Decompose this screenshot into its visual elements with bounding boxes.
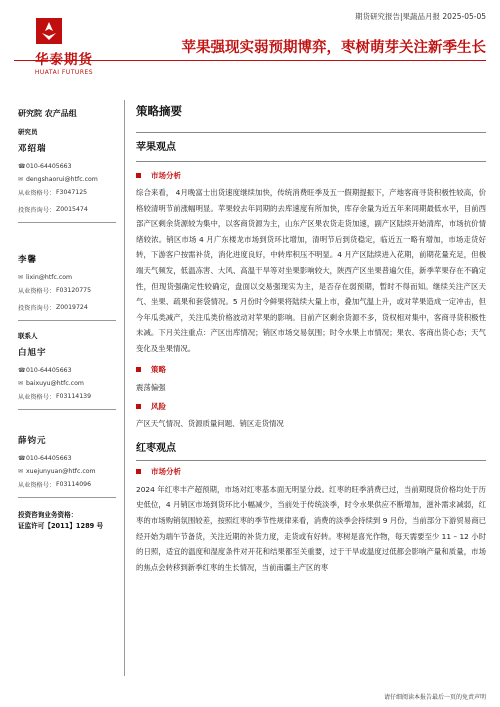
contact-name: 薛钧元 <box>18 436 47 446</box>
square-bullet-icon <box>136 469 141 474</box>
subsection-rule <box>136 161 486 162</box>
sidebar-divider <box>18 497 116 498</box>
license-label: 投资咨询业务资格： <box>18 511 78 519</box>
main-content <box>136 100 486 575</box>
author-cert: 从业资格号： F03120775 <box>18 287 92 295</box>
contact-phone: ☎ 010-64405663 <box>18 367 72 374</box>
square-bullet-icon <box>136 173 141 178</box>
report-type-date: 期货研究报告|果蔬品月报 2025-05-05 <box>355 12 486 21</box>
apple-market-analysis-heading: 市场分析 <box>136 168 486 182</box>
contact-cert: 从业资格号： F03114096 <box>18 481 92 489</box>
square-bullet-icon <box>136 367 141 372</box>
contact-name: 白旭宇 <box>18 348 47 358</box>
author-cert: 从业资格号： F3047125 <box>18 189 88 197</box>
square-bullet-icon <box>136 404 141 409</box>
column-divider <box>124 100 125 676</box>
author-advisor-number: 投资咨询号： Z0019724 <box>18 304 88 312</box>
contact-label: 联系人 <box>18 332 38 340</box>
contact-email[interactable]: ✉ baixuyu@htfc.com <box>18 380 84 387</box>
disclaimer-note: 请仔细阅读本报告最后一页的免责声明 <box>383 694 486 701</box>
logo-chinese-name: 华泰期货 <box>35 52 93 68</box>
email-icon: ✉ <box>18 380 24 387</box>
report-header <box>0 0 500 100</box>
apple-strategy-text: 震荡偏强 <box>136 382 166 392</box>
author-name: 邓绍瑞 <box>18 144 47 154</box>
license-number: 证监许可【2011】1289 号 <box>18 522 104 530</box>
sidebar-divider <box>18 320 116 321</box>
contact-phone: ☎ 010-64405663 <box>18 455 72 462</box>
logo-english-name: HUATAI FUTURES <box>34 69 94 76</box>
section-rule <box>136 132 486 133</box>
author-email[interactable]: ✉ lixin@htfc.com <box>18 274 73 281</box>
contact-email[interactable]: ✉ xuejunyuan@htfc.com <box>18 468 96 475</box>
phone-icon: ☎ <box>18 367 26 374</box>
email-icon: ✉ <box>18 468 24 475</box>
author-sidebar <box>18 108 116 532</box>
section-title: 策略摘要 <box>136 104 182 118</box>
contact-cert: 从业资格号： F03114139 <box>18 393 92 401</box>
phone-icon: ☎ <box>18 163 26 170</box>
sidebar-divider <box>18 409 116 410</box>
phone-icon: ☎ <box>18 455 26 462</box>
company-logo <box>14 18 114 76</box>
report-title: 苹果强现实弱预期博弈，枣树萌芽关注新季生长 <box>181 40 486 56</box>
apple-view-title: 苹果观点 <box>136 142 176 153</box>
apple-risk-heading: 风险 <box>136 399 486 413</box>
author-email[interactable]: ✉ dengshaorui@htfc.com <box>18 176 98 183</box>
huatai-logo-icon <box>36 18 62 44</box>
header-divider <box>14 60 486 61</box>
apple-market-analysis-text: 综合来看， 4月晚富士出货速度继续加快，传统消费旺季及五一假期提振下，产地客商寻货积极性较高，价格较清明节前涨幅明显。苹果较去年同期的去库速度有所加快，库存余量为近五年来同期最低水平，目前西部产区剩余货源较为集中，以客商货源为主，山东产区果农货走货加速，副产区陆续开始清库，市场抗价情绪较浓。销区市场 4 月广东楼龙市场到货环比增加，清明节后到货稳定，临近五一略有增加，市场走货好转，下游客户按需补货，消化进度良好，中转库积压不明显。4 月产区陆续进入花期，前期花量充足，但极端天气频发，低温冻害、大风、高温干旱等对坐果影响较大，陕西产区坐果普遍欠佳，新季苹果存在不确定性，但现货强确定性较确定，盘面以交易强现实为主，是否存在弱预期，暂时不得而知。继续关注产区天气、坐果、疏果和套袋情况。5 月份时令鲜果将陆续大量上市，叠加气温上升，或对苹果造成一定冲击，但今年瓜类减产，关注瓜类价格波动对苹果的影响。目前产区剩余货源不多，货权相对集中，客商寻货积极性未减。下月关注重点：产区出库情况；销区市场交易氛围；时令水果上市情况；果农、客商出货心态；天气变化及坐果情况。 <box>136 188 486 353</box>
author-phone: ☎ 010-64405663 <box>18 163 72 170</box>
apple-risk-text: 产区天气情况、货源质量问题、销区走货情况 <box>136 419 284 429</box>
research-group: 研究院 农产品组 <box>18 109 77 118</box>
jujube-market-analysis-heading: 市场分析 <box>136 465 486 479</box>
researcher-label: 研究员 <box>18 128 38 136</box>
sidebar-divider <box>18 222 116 223</box>
subsection-rule <box>136 460 486 461</box>
email-icon: ✉ <box>18 176 24 183</box>
author-name: 李馨 <box>18 255 38 265</box>
jujube-view-title: 红枣观点 <box>136 442 176 454</box>
jujube-market-analysis-text: 2024 年红枣丰产超预期，市场对红枣基本面无明显分歧。红枣的旺季消费已过，当前期现货价格均处于历史低位，4 月销区市场到货环比小幅减少，当前处于传统淡季，时令水果供应不断增加，滋补需求减弱，红枣的市场购销氛围较差，按照红枣的季节性规律来看，消费的淡季会持续到 9 月份，当前部分下游贸易商已经开始为端午节备货，关注近期的补货力度，走货或有好转。枣树是喜光作物，每天需要至少 11 – 12 小时的日照，适宜的温度和湿度条件对开花和结果都至关重要，过于干旱或温度过低都会影响产量和质量，市场的焦点会转移到新季红枣的生长情况，当前南疆主产区的枣 <box>136 484 486 572</box>
author-advisor-number: 投资咨询号： Z0015474 <box>18 206 88 214</box>
email-icon: ✉ <box>18 274 24 281</box>
apple-strategy-heading: 策略 <box>136 363 486 377</box>
